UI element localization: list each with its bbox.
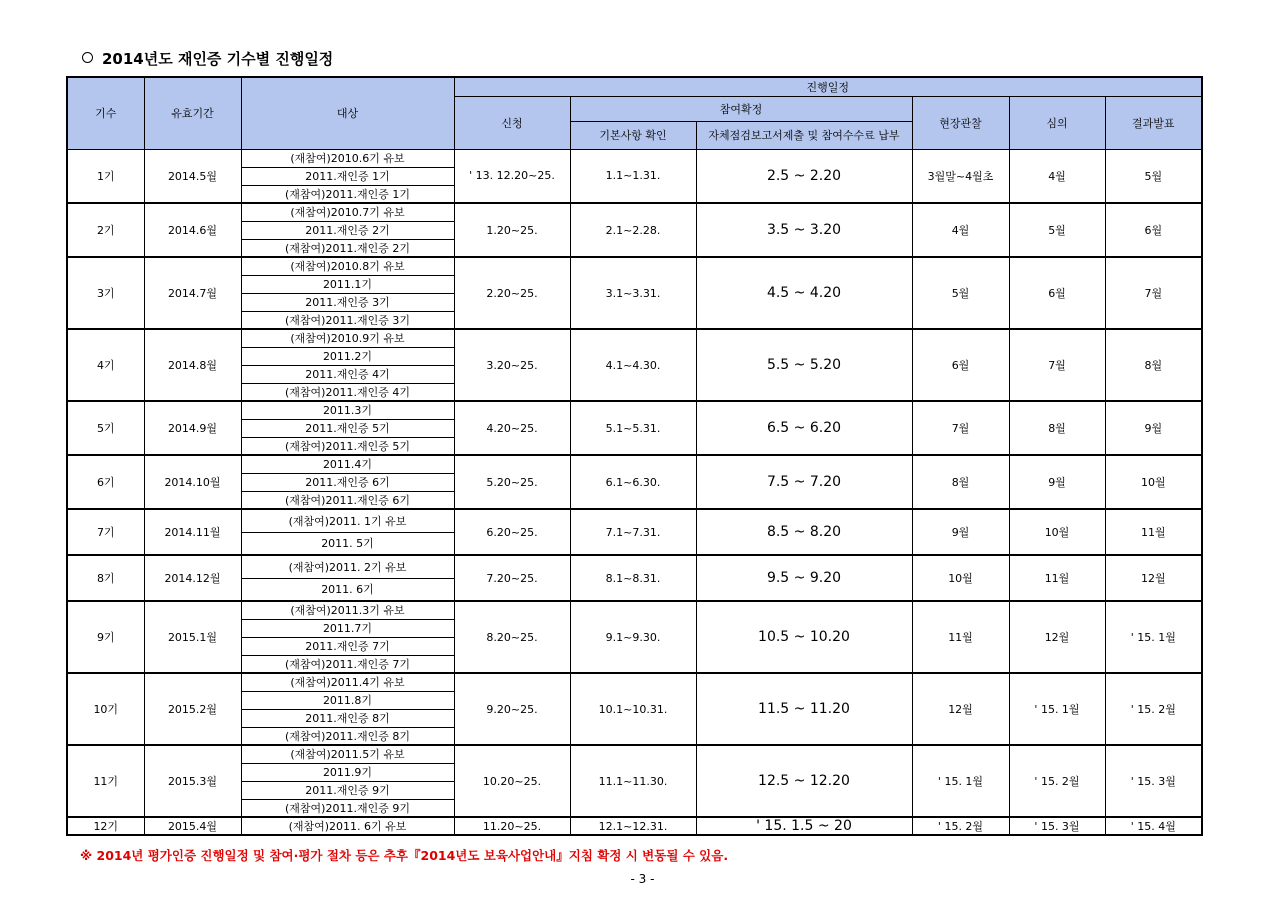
page-title	[82, 48, 333, 69]
schedule-table	[66, 76, 1203, 836]
cell-gisu: 5기	[67, 401, 144, 455]
cell-target: 2011. 6기	[241, 578, 454, 601]
cell-review: 10월	[1009, 509, 1105, 555]
page-title-text: 2014년도 재인증 기수별 진행일정	[102, 50, 334, 68]
cell-report: 2.5 ~ 2.20	[696, 149, 912, 203]
cell-target: 2011. 5기	[241, 532, 454, 555]
cell-gisu: 6기	[67, 455, 144, 509]
cell-report: 10.5 ~ 10.20	[696, 601, 912, 673]
cell-gisu: 9기	[67, 601, 144, 673]
header-review: 심의	[1009, 96, 1105, 149]
cell-result: 6월	[1105, 203, 1202, 257]
table-row	[67, 509, 1202, 532]
table-row	[67, 455, 1202, 473]
cell-period: 2014.6월	[144, 203, 241, 257]
cell-target: (재참여)2011. 2기 유보	[241, 555, 454, 578]
cell-basic: 4.1~4.30.	[570, 329, 696, 401]
table-row	[67, 203, 1202, 221]
cell-target: 2011.재인증 7기	[241, 637, 454, 655]
header-confirm: 참여확정	[570, 96, 912, 121]
cell-result: 7월	[1105, 257, 1202, 329]
cell-period: 2014.11월	[144, 509, 241, 555]
cell-basic: 5.1~5.31.	[570, 401, 696, 455]
cell-target: 2011.재인증 6기	[241, 473, 454, 491]
cell-apply: 3.20~25.	[454, 329, 570, 401]
cell-period: 2015.2월	[144, 673, 241, 745]
cell-apply: 1.20~25.	[454, 203, 570, 257]
cell-basic: 8.1~8.31.	[570, 555, 696, 601]
cell-gisu: 11기	[67, 745, 144, 817]
table-row	[67, 401, 1202, 419]
table-row	[67, 257, 1202, 275]
cell-observe: 8월	[912, 455, 1009, 509]
cell-apply: 11.20~25.	[454, 817, 570, 835]
table-row	[67, 817, 1202, 835]
cell-report: 7.5 ~ 7.20	[696, 455, 912, 509]
cell-basic: 10.1~10.31.	[570, 673, 696, 745]
table-row	[67, 745, 1202, 763]
cell-target: 2011.2기	[241, 347, 454, 365]
cell-apply: 5.20~25.	[454, 455, 570, 509]
cell-report: 12.5 ~ 12.20	[696, 745, 912, 817]
cell-target: 2011.1기	[241, 275, 454, 293]
cell-result: 10월	[1105, 455, 1202, 509]
header-period: 유효기간	[144, 77, 241, 149]
cell-target: (재참여)2011.재인증 6기	[241, 491, 454, 509]
cell-target: (재참여)2011.재인증 2기	[241, 239, 454, 257]
cell-apply: 8.20~25.	[454, 601, 570, 673]
cell-report: 3.5 ~ 3.20	[696, 203, 912, 257]
cell-report: 11.5 ~ 11.20	[696, 673, 912, 745]
schedule-body	[67, 149, 1202, 835]
cell-basic: 3.1~3.31.	[570, 257, 696, 329]
cell-result: ' 15. 3월	[1105, 745, 1202, 817]
cell-result: ' 15. 1월	[1105, 601, 1202, 673]
cell-observe: 11월	[912, 601, 1009, 673]
cell-review: 7월	[1009, 329, 1105, 401]
cell-basic: 2.1~2.28.	[570, 203, 696, 257]
cell-result: 11월	[1105, 509, 1202, 555]
cell-review: 12월	[1009, 601, 1105, 673]
cell-basic: 11.1~11.30.	[570, 745, 696, 817]
cell-basic: 6.1~6.30.	[570, 455, 696, 509]
cell-basic: 7.1~7.31.	[570, 509, 696, 555]
cell-review: 8월	[1009, 401, 1105, 455]
cell-target: 2011.재인증 1기	[241, 167, 454, 185]
header-report: 자체점검보고서제출 및 참여수수료 납부	[696, 121, 912, 149]
cell-gisu: 1기	[67, 149, 144, 203]
cell-target: (재참여)2011.재인증 5기	[241, 437, 454, 455]
header-schedule: 진행일정	[454, 77, 1202, 96]
cell-apply: 10.20~25.	[454, 745, 570, 817]
header-result: 결과발표	[1105, 96, 1202, 149]
cell-report: 5.5 ~ 5.20	[696, 329, 912, 401]
cell-target: 2011.3기	[241, 401, 454, 419]
cell-gisu: 12기	[67, 817, 144, 835]
cell-target: 2011.7기	[241, 619, 454, 637]
cell-gisu: 10기	[67, 673, 144, 745]
cell-result: 5월	[1105, 149, 1202, 203]
cell-target: (재참여)2010.8기 유보	[241, 257, 454, 275]
cell-gisu: 4기	[67, 329, 144, 401]
cell-result: 8월	[1105, 329, 1202, 401]
table-row	[67, 149, 1202, 167]
cell-review: 11월	[1009, 555, 1105, 601]
cell-observe: 6월	[912, 329, 1009, 401]
cell-target: (재참여)2011.재인증 9기	[241, 799, 454, 817]
cell-period: 2014.12월	[144, 555, 241, 601]
cell-target: (재참여)2011.재인증 1기	[241, 185, 454, 203]
cell-gisu: 7기	[67, 509, 144, 555]
cell-result: ' 15. 2월	[1105, 673, 1202, 745]
footnote: ※ 2014년 평가인증 진행일정 및 참여·평가 절차 등은 추후『2014년도 보육사업안내』지침 확정 시 변동될 수 있음.	[80, 848, 729, 863]
cell-apply: 6.20~25.	[454, 509, 570, 555]
cell-period: 2015.4월	[144, 817, 241, 835]
cell-target: (재참여)2011.4기 유보	[241, 673, 454, 691]
header-gisu: 기수	[67, 77, 144, 149]
cell-apply: 4.20~25.	[454, 401, 570, 455]
cell-period: 2014.8월	[144, 329, 241, 401]
table-row	[67, 673, 1202, 691]
cell-observe: 7월	[912, 401, 1009, 455]
cell-target: (재참여)2011.재인증 4기	[241, 383, 454, 401]
cell-observe: ' 15. 2월	[912, 817, 1009, 835]
cell-observe: 12월	[912, 673, 1009, 745]
cell-target: 2011.9기	[241, 763, 454, 781]
cell-apply: 7.20~25.	[454, 555, 570, 601]
cell-review: 9월	[1009, 455, 1105, 509]
cell-result: 9월	[1105, 401, 1202, 455]
cell-period: 2014.5월	[144, 149, 241, 203]
cell-target: (재참여)2010.6기 유보	[241, 149, 454, 167]
cell-target: 2011.재인증 4기	[241, 365, 454, 383]
page-number: - 3 -	[630, 872, 655, 886]
cell-basic: 1.1~1.31.	[570, 149, 696, 203]
cell-apply: ' 13. 12.20~25.	[454, 149, 570, 203]
cell-target: 2011.재인증 8기	[241, 709, 454, 727]
cell-report: 8.5 ~ 8.20	[696, 509, 912, 555]
cell-target: 2011.재인증 3기	[241, 293, 454, 311]
cell-observe: 3월말~4월초	[912, 149, 1009, 203]
cell-review: 5월	[1009, 203, 1105, 257]
cell-apply: 2.20~25.	[454, 257, 570, 329]
cell-report: ' 15. 1.5 ~ 20	[696, 817, 912, 835]
cell-basic: 9.1~9.30.	[570, 601, 696, 673]
cell-target: (재참여)2011.재인증 3기	[241, 311, 454, 329]
cell-gisu: 2기	[67, 203, 144, 257]
cell-gisu: 3기	[67, 257, 144, 329]
cell-target: 2011.4기	[241, 455, 454, 473]
cell-target: (재참여)2010.9기 유보	[241, 329, 454, 347]
cell-period: 2014.10월	[144, 455, 241, 509]
cell-review: ' 15. 3월	[1009, 817, 1105, 835]
cell-target: (재참여)2011. 6기 유보	[241, 817, 454, 835]
cell-result: ' 15. 4월	[1105, 817, 1202, 835]
cell-target: (재참여)2011.재인증 8기	[241, 727, 454, 745]
table-row	[67, 601, 1202, 619]
cell-period: 2014.7월	[144, 257, 241, 329]
cell-target: 2011.재인증 5기	[241, 419, 454, 437]
circle-bullet-icon	[82, 52, 93, 63]
cell-observe: 5월	[912, 257, 1009, 329]
cell-result: 12월	[1105, 555, 1202, 601]
table-row	[67, 329, 1202, 347]
cell-target: (재참여)2011. 1기 유보	[241, 509, 454, 532]
cell-gisu: 8기	[67, 555, 144, 601]
cell-basic: 12.1~12.31.	[570, 817, 696, 835]
header-observe: 현장관찰	[912, 96, 1009, 149]
cell-review: ' 15. 2월	[1009, 745, 1105, 817]
table-row	[67, 555, 1202, 578]
cell-period: 2014.9월	[144, 401, 241, 455]
cell-target: 2011.재인증 2기	[241, 221, 454, 239]
cell-report: 9.5 ~ 9.20	[696, 555, 912, 601]
header-target: 대상	[241, 77, 454, 149]
cell-observe: ' 15. 1월	[912, 745, 1009, 817]
header-apply: 신청	[454, 96, 570, 149]
cell-observe: 10월	[912, 555, 1009, 601]
cell-target: (재참여)2010.7기 유보	[241, 203, 454, 221]
cell-review: 4월	[1009, 149, 1105, 203]
cell-review: ' 15. 1월	[1009, 673, 1105, 745]
cell-apply: 9.20~25.	[454, 673, 570, 745]
cell-period: 2015.1월	[144, 601, 241, 673]
cell-target: (재참여)2011.3기 유보	[241, 601, 454, 619]
cell-period: 2015.3월	[144, 745, 241, 817]
cell-target: 2011.8기	[241, 691, 454, 709]
cell-observe: 9월	[912, 509, 1009, 555]
cell-review: 6월	[1009, 257, 1105, 329]
cell-observe: 4월	[912, 203, 1009, 257]
cell-target: 2011.재인증 9기	[241, 781, 454, 799]
cell-report: 4.5 ~ 4.20	[696, 257, 912, 329]
header-basic: 기본사항 확인	[570, 121, 696, 149]
cell-target: (재참여)2011.5기 유보	[241, 745, 454, 763]
cell-report: 6.5 ~ 6.20	[696, 401, 912, 455]
cell-target: (재참여)2011.재인증 7기	[241, 655, 454, 673]
